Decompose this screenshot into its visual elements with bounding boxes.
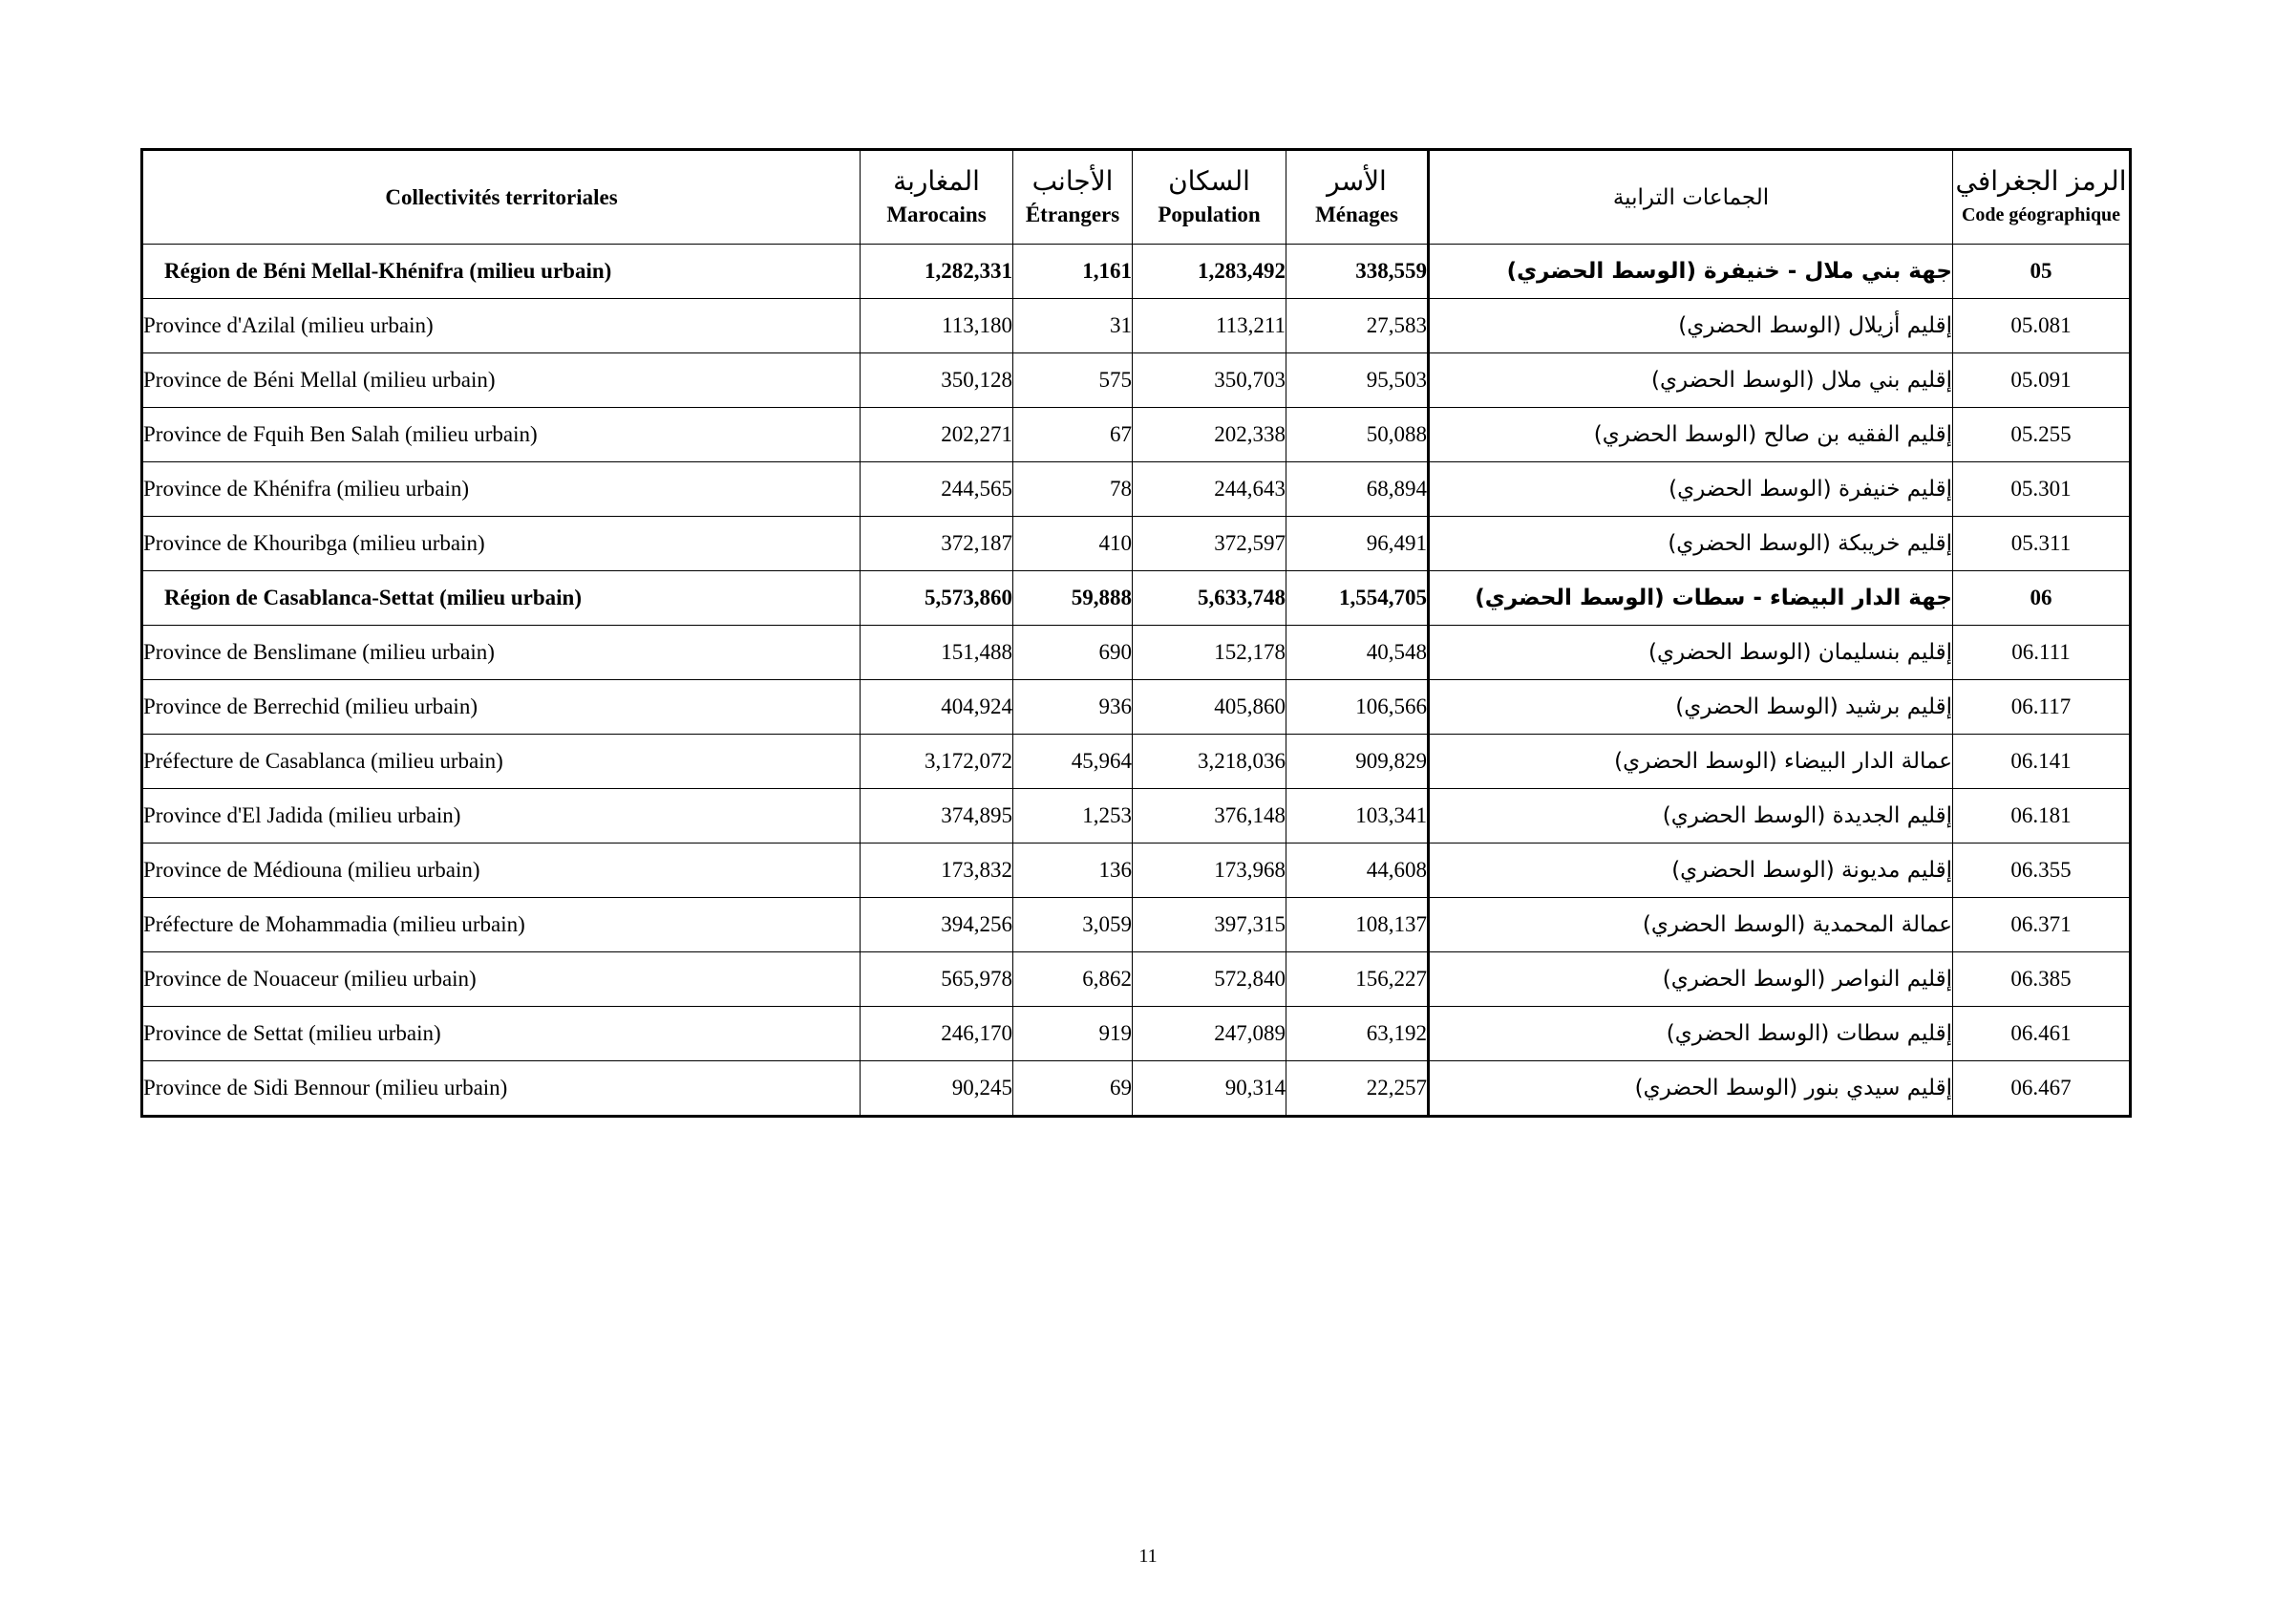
cell-marocains: 3,172,072 xyxy=(861,735,1013,789)
cell-marocains: 372,187 xyxy=(861,517,1013,571)
cell-menages: 63,192 xyxy=(1286,1007,1429,1061)
cell-marocains: 1,282,331 xyxy=(861,245,1013,299)
table-row xyxy=(142,353,2131,408)
header-etrangers xyxy=(1013,150,1133,245)
cell-name-fr: Province de Berrechid (milieu urbain) xyxy=(142,680,861,735)
cell-code: 05.091 xyxy=(1953,353,2131,408)
cell-code: 05.301 xyxy=(1953,462,2131,517)
cell-marocains: 246,170 xyxy=(861,1007,1013,1061)
cell-name-ar: إقليم سطات (الوسط الحضري) xyxy=(1429,1007,1953,1061)
cell-code: 05.255 xyxy=(1953,408,2131,462)
cell-code: 06.371 xyxy=(1953,898,2131,952)
cell-name-ar: جهة بني ملال - خنيفرة (الوسط الحضري) xyxy=(1429,245,1953,299)
cell-name-ar: إقليم أزيلال (الوسط الحضري) xyxy=(1429,299,1953,353)
cell-code: 06.111 xyxy=(1953,626,2131,680)
table-row xyxy=(142,898,2131,952)
cell-etrangers: 575 xyxy=(1013,353,1133,408)
table-row xyxy=(142,1007,2131,1061)
table-row xyxy=(142,844,2131,898)
header-collectivites-ar: الجماعات الترابية xyxy=(1429,150,1953,245)
header-collectivites-fr: Collectivités territoriales xyxy=(142,150,861,245)
region-row xyxy=(142,245,2131,299)
cell-name-fr: Province d'Azilal (milieu urbain) xyxy=(142,299,861,353)
cell-code: 05 xyxy=(1953,245,2131,299)
cell-name-fr: Province de Médiouna (milieu urbain) xyxy=(142,844,861,898)
cell-code: 06.385 xyxy=(1953,952,2131,1007)
cell-name-ar: عمالة الدار البيضاء (الوسط الحضري) xyxy=(1429,735,1953,789)
table-row xyxy=(142,517,2131,571)
cell-population: 1,283,492 xyxy=(1133,245,1286,299)
cell-etrangers: 3,059 xyxy=(1013,898,1133,952)
cell-population: 152,178 xyxy=(1133,626,1286,680)
cell-name-fr: Préfecture de Mohammadia (milieu urbain) xyxy=(142,898,861,952)
cell-marocains: 5,573,860 xyxy=(861,571,1013,626)
header-population-fr: Population xyxy=(1158,202,1261,226)
cell-name-fr: Province de Settat (milieu urbain) xyxy=(142,1007,861,1061)
cell-code: 06.141 xyxy=(1953,735,2131,789)
header-population-ar: السكان xyxy=(1168,164,1250,197)
cell-menages: 27,583 xyxy=(1286,299,1429,353)
table-body xyxy=(142,245,2131,1117)
header-code-fr: Code géographique xyxy=(1961,203,2121,225)
region-row xyxy=(142,571,2131,626)
cell-marocains: 404,924 xyxy=(861,680,1013,735)
cell-name-fr: Province de Nouaceur (milieu urbain) xyxy=(142,952,861,1007)
cell-menages: 40,548 xyxy=(1286,626,1429,680)
cell-name-ar: إقليم بني ملال (الوسط الحضري) xyxy=(1429,353,1953,408)
cell-name-ar: إقليم النواصر (الوسط الحضري) xyxy=(1429,952,1953,1007)
cell-name-ar: إقليم بنسليمان (الوسط الحضري) xyxy=(1429,626,1953,680)
table-row xyxy=(142,1061,2131,1117)
cell-population: 247,089 xyxy=(1133,1007,1286,1061)
cell-name-ar: جهة الدار البيضاء - سطات (الوسط الحضري) xyxy=(1429,571,1953,626)
cell-menages: 106,566 xyxy=(1286,680,1429,735)
cell-menages: 50,088 xyxy=(1286,408,1429,462)
cell-menages: 44,608 xyxy=(1286,844,1429,898)
cell-marocains: 244,565 xyxy=(861,462,1013,517)
header-menages-fr: Ménages xyxy=(1315,202,1398,226)
cell-etrangers: 136 xyxy=(1013,844,1133,898)
cell-marocains: 394,256 xyxy=(861,898,1013,952)
cell-menages: 108,137 xyxy=(1286,898,1429,952)
cell-name-ar: إقليم سيدي بنور (الوسط الحضري) xyxy=(1429,1061,1953,1117)
cell-population: 376,148 xyxy=(1133,789,1286,844)
cell-population: 5,633,748 xyxy=(1133,571,1286,626)
cell-etrangers: 1,253 xyxy=(1013,789,1133,844)
cell-code: 06.181 xyxy=(1953,789,2131,844)
header-marocains xyxy=(861,150,1013,245)
cell-population: 202,338 xyxy=(1133,408,1286,462)
cell-menages: 68,894 xyxy=(1286,462,1429,517)
cell-population: 3,218,036 xyxy=(1133,735,1286,789)
cell-population: 113,211 xyxy=(1133,299,1286,353)
cell-etrangers: 59,888 xyxy=(1013,571,1133,626)
cell-etrangers: 69 xyxy=(1013,1061,1133,1117)
header-code xyxy=(1953,150,2131,245)
cell-marocains: 374,895 xyxy=(861,789,1013,844)
cell-population: 397,315 xyxy=(1133,898,1286,952)
cell-name-fr: Province d'El Jadida (milieu urbain) xyxy=(142,789,861,844)
cell-code: 06 xyxy=(1953,571,2131,626)
cell-menages: 156,227 xyxy=(1286,952,1429,1007)
cell-etrangers: 690 xyxy=(1013,626,1133,680)
cell-menages: 1,554,705 xyxy=(1286,571,1429,626)
cell-name-fr: Région de Casablanca-Settat (milieu urbain) xyxy=(142,571,861,626)
cell-marocains: 202,271 xyxy=(861,408,1013,462)
cell-etrangers: 936 xyxy=(1013,680,1133,735)
header-marocains-fr: Marocains xyxy=(886,202,987,226)
cell-menages: 103,341 xyxy=(1286,789,1429,844)
cell-population: 572,840 xyxy=(1133,952,1286,1007)
cell-marocains: 350,128 xyxy=(861,353,1013,408)
table-row xyxy=(142,299,2131,353)
cell-marocains: 151,488 xyxy=(861,626,1013,680)
cell-population: 90,314 xyxy=(1133,1061,1286,1117)
cell-name-fr: Région de Béni Mellal-Khénifra (milieu urbain) xyxy=(142,245,861,299)
cell-name-ar: إقليم برشيد (الوسط الحضري) xyxy=(1429,680,1953,735)
cell-etrangers: 78 xyxy=(1013,462,1133,517)
cell-name-ar: إقليم خنيفرة (الوسط الحضري) xyxy=(1429,462,1953,517)
cell-population: 173,968 xyxy=(1133,844,1286,898)
page-number: 11 xyxy=(1138,1546,1158,1567)
cell-etrangers: 67 xyxy=(1013,408,1133,462)
table-row xyxy=(142,462,2131,517)
table-header xyxy=(142,150,2131,245)
table-row xyxy=(142,680,2131,735)
cell-menages: 22,257 xyxy=(1286,1061,1429,1117)
cell-code: 06.467 xyxy=(1953,1061,2131,1117)
header-etrangers-ar: الأجانب xyxy=(1031,164,1114,197)
cell-name-fr: Province de Sidi Bennour (milieu urbain) xyxy=(142,1061,861,1117)
table-row xyxy=(142,735,2131,789)
table-row xyxy=(142,626,2131,680)
cell-etrangers: 31 xyxy=(1013,299,1133,353)
cell-marocains: 565,978 xyxy=(861,952,1013,1007)
cell-code: 05.081 xyxy=(1953,299,2131,353)
cell-name-fr: Préfecture de Casablanca (milieu urbain) xyxy=(142,735,861,789)
census-table xyxy=(140,148,2132,1118)
table-row xyxy=(142,789,2131,844)
cell-menages: 96,491 xyxy=(1286,517,1429,571)
cell-name-fr: Province de Khouribga (milieu urbain) xyxy=(142,517,861,571)
cell-name-ar: عمالة المحمدية (الوسط الحضري) xyxy=(1429,898,1953,952)
cell-population: 405,860 xyxy=(1133,680,1286,735)
cell-etrangers: 45,964 xyxy=(1013,735,1133,789)
cell-name-fr: Province de Benslimane (milieu urbain) xyxy=(142,626,861,680)
cell-etrangers: 410 xyxy=(1013,517,1133,571)
table-row xyxy=(142,952,2131,1007)
cell-menages: 95,503 xyxy=(1286,353,1429,408)
cell-etrangers: 6,862 xyxy=(1013,952,1133,1007)
header-menages xyxy=(1286,150,1429,245)
cell-population: 350,703 xyxy=(1133,353,1286,408)
cell-name-ar: إقليم مديونة (الوسط الحضري) xyxy=(1429,844,1953,898)
cell-name-fr: Province de Béni Mellal (milieu urbain) xyxy=(142,353,861,408)
cell-population: 372,597 xyxy=(1133,517,1286,571)
cell-code: 06.117 xyxy=(1953,680,2131,735)
cell-marocains: 90,245 xyxy=(861,1061,1013,1117)
header-etrangers-fr: Étrangers xyxy=(1025,202,1120,226)
cell-code: 06.355 xyxy=(1953,844,2131,898)
cell-menages: 909,829 xyxy=(1286,735,1429,789)
cell-etrangers: 1,161 xyxy=(1013,245,1133,299)
cell-code: 05.311 xyxy=(1953,517,2131,571)
header-population xyxy=(1133,150,1286,245)
cell-code: 06.461 xyxy=(1953,1007,2131,1061)
cell-population: 244,643 xyxy=(1133,462,1286,517)
header-code-ar: الرمز الجغرافي xyxy=(1955,164,2127,197)
header-marocains-ar: المغاربة xyxy=(893,164,980,197)
cell-etrangers: 919 xyxy=(1013,1007,1133,1061)
cell-name-fr: Province de Fquih Ben Salah (milieu urbain) xyxy=(142,408,861,462)
cell-name-ar: إقليم الفقيه بن صالح (الوسط الحضري) xyxy=(1429,408,1953,462)
cell-name-ar: إقليم الجديدة (الوسط الحضري) xyxy=(1429,789,1953,844)
cell-menages: 338,559 xyxy=(1286,245,1429,299)
header-menages-ar: الأسر xyxy=(1327,164,1387,197)
cell-marocains: 113,180 xyxy=(861,299,1013,353)
cell-name-ar: إقليم خريبكة (الوسط الحضري) xyxy=(1429,517,1953,571)
table-row xyxy=(142,408,2131,462)
cell-name-fr: Province de Khénifra (milieu urbain) xyxy=(142,462,861,517)
cell-marocains: 173,832 xyxy=(861,844,1013,898)
